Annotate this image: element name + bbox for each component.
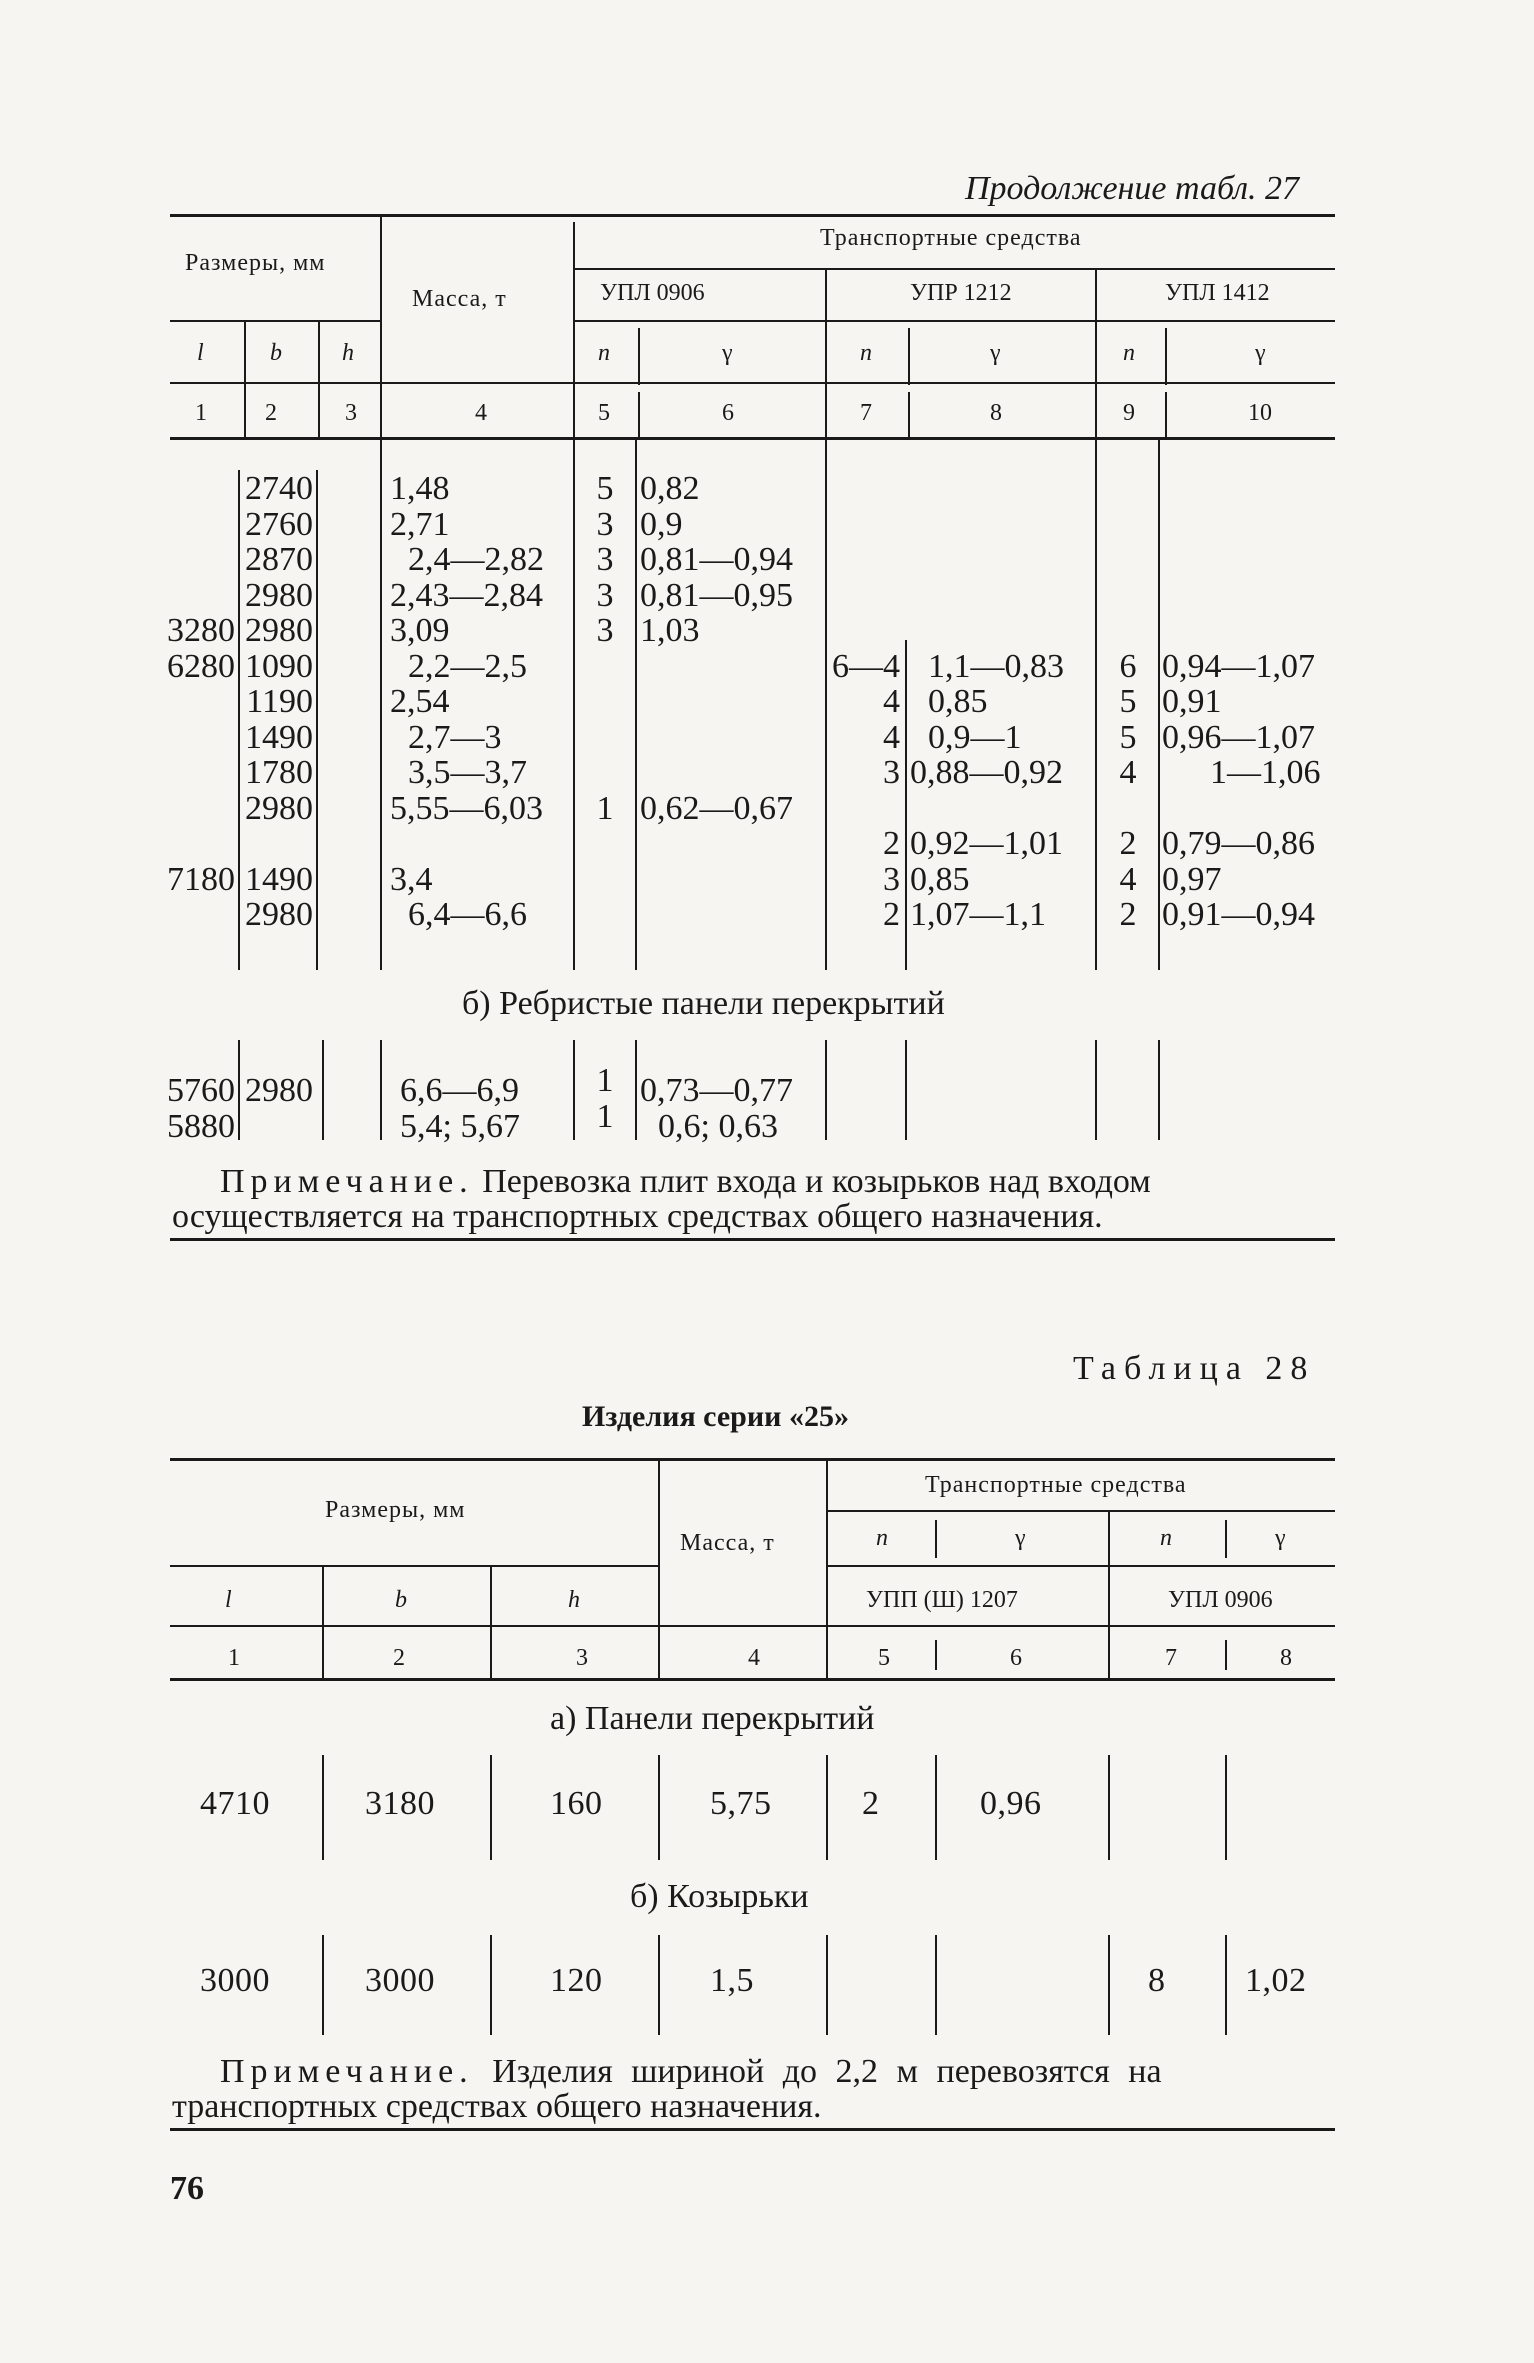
section-ribbed: б) Ребристые панели перекрытий: [462, 985, 945, 1022]
t28-section-a: а) Панели перекрытий: [550, 1700, 875, 1737]
t28-a-l: 4710: [200, 1785, 270, 1822]
t28-a-mass: 5,75: [710, 1785, 772, 1822]
header-g1: γ: [722, 340, 733, 366]
t28-col-num-4: 4: [748, 1645, 760, 1671]
col-num-9: 9: [1123, 400, 1135, 426]
header-transport: Транспортные средства: [820, 225, 1082, 251]
note-27-line2: осуществляется на транспортных средствах общего назначения.: [172, 1198, 1103, 1235]
col-l: 3280 6280 7180: [167, 612, 235, 898]
col-g1: 0,82 0,9 0,81—0,94 0,81—0,95 1,03 0,62—0,67: [640, 470, 793, 827]
header-upl1412: УПЛ 1412: [1165, 280, 1270, 306]
note-28-line2: транспортных средствах общего назначения.: [172, 2088, 822, 2125]
t28-header-h: h: [568, 1587, 580, 1613]
t28-header-b: b: [395, 1587, 407, 1613]
note-28-line1: Примечание. Изделия шириной до 2,2 м перевозятся на: [220, 2053, 1162, 2090]
header-upl0906: УПЛ 0906: [600, 280, 705, 306]
t28-col-num-7: 7: [1165, 1645, 1177, 1671]
continuation-label: Продолжение табл. 27: [965, 170, 1300, 207]
t28-b-l: 3000: [200, 1962, 270, 1999]
col-num-4: 4: [475, 400, 487, 426]
t28-b-g2: 1,02: [1245, 1962, 1307, 1999]
rib-col-b: 2980: [245, 1072, 313, 1109]
table-28-title: Изделия серии «25»: [582, 1400, 849, 1433]
header-h: h: [342, 340, 354, 366]
col-mass: 1,48 2,71 2,4—2,82 2,43—2,84 3,09 2,2—2,5 2,54 2,7—3 3,5—3,7 5,55—6,03 3,4 6,4—6,6: [390, 470, 544, 933]
t28-a-n1: 2: [862, 1785, 880, 1822]
t28-a-b: 3180: [365, 1785, 435, 1822]
rib-col-mass: 6,6—6,9 5,4; 5,67: [400, 1072, 520, 1145]
t28-b-h: 120: [550, 1962, 603, 1999]
t28-col-num-6: 6: [1010, 1645, 1022, 1671]
header-l: l: [197, 340, 204, 366]
t28-header-transport: Транспортные средства: [925, 1472, 1187, 1498]
t28-a-h: 160: [550, 1785, 603, 1822]
t28-header-l: l: [225, 1587, 232, 1613]
header-mass: Масса, т: [412, 286, 507, 312]
header-n2: n: [860, 340, 872, 366]
header-g3: γ: [1255, 340, 1266, 366]
t28-header-n2: n: [1160, 1525, 1172, 1551]
col-num-7: 7: [860, 400, 872, 426]
rib-col-l: 5760 5880: [167, 1072, 235, 1145]
col-num-10: 10: [1248, 400, 1272, 426]
header-n3: n: [1123, 340, 1135, 366]
header-n1: n: [598, 340, 610, 366]
t28-b-n2: 8: [1148, 1962, 1166, 1999]
col-g3: 0,94—1,07 0,91 0,96—1,07 1—1,06 0,79—0,86 0,97 0,91—0,94: [1162, 647, 1321, 933]
t28-header-sizes: Размеры, мм: [325, 1497, 466, 1523]
t28-col-num-8: 8: [1280, 1645, 1292, 1671]
header-upr1212: УПР 1212: [910, 280, 1012, 306]
header-b: b: [270, 340, 282, 366]
col-num-5: 5: [598, 400, 610, 426]
col-num-1: 1: [195, 400, 207, 426]
t28-header-upl: УПЛ 0906: [1168, 1587, 1273, 1613]
t28-header-g2: γ: [1275, 1525, 1286, 1551]
t28-col-num-1: 1: [228, 1645, 240, 1671]
t28-b-b: 3000: [365, 1962, 435, 1999]
t28-header-mass: Масса, т: [680, 1530, 775, 1556]
col-b: 2740 2760 2870 2980 2980 1090 1190 1490 1780 2980 1490 2980: [245, 470, 313, 933]
col-g2: 1,1—0,83 0,85 0,9—1 0,88—0,92 0,92—1,01 0,85 1,07—1,1: [910, 647, 1064, 933]
t28-section-b: б) Козырьки: [630, 1878, 809, 1915]
table-28-label: Таблица 28: [1073, 1350, 1316, 1387]
t28-b-mass: 1,5: [710, 1962, 754, 1999]
rib-col-n: 1 1: [596, 1062, 614, 1135]
t28-header-upp: УПП (Ш) 1207: [866, 1587, 1018, 1613]
col-n3: 6 5 5 4 2 4 2: [1119, 647, 1137, 933]
header-sizes: Размеры, мм: [185, 250, 326, 276]
col-num-6: 6: [722, 400, 734, 426]
t28-col-num-5: 5: [878, 1645, 890, 1671]
col-num-8: 8: [990, 400, 1002, 426]
header-g2: γ: [990, 340, 1001, 366]
t28-header-g1: γ: [1015, 1525, 1026, 1551]
page-number: 76: [170, 2170, 204, 2207]
t28-col-num-2: 2: [393, 1645, 405, 1671]
t28-a-g1: 0,96: [980, 1785, 1042, 1822]
col-n2: 6—4 4 4 3 2 3 2: [832, 647, 900, 933]
t28-col-num-3: 3: [576, 1645, 588, 1671]
col-num-3: 3: [345, 400, 357, 426]
col-num-2: 2: [265, 400, 277, 426]
rib-col-g: 0,73—0,77 0,6; 0,63: [640, 1072, 793, 1145]
note-27-line1: Примечание. Перевозка плит входа и козырьков над входом: [220, 1163, 1151, 1200]
col-n1: 5 3 3 3 3 1: [596, 470, 614, 827]
t28-header-n1: n: [876, 1525, 888, 1551]
